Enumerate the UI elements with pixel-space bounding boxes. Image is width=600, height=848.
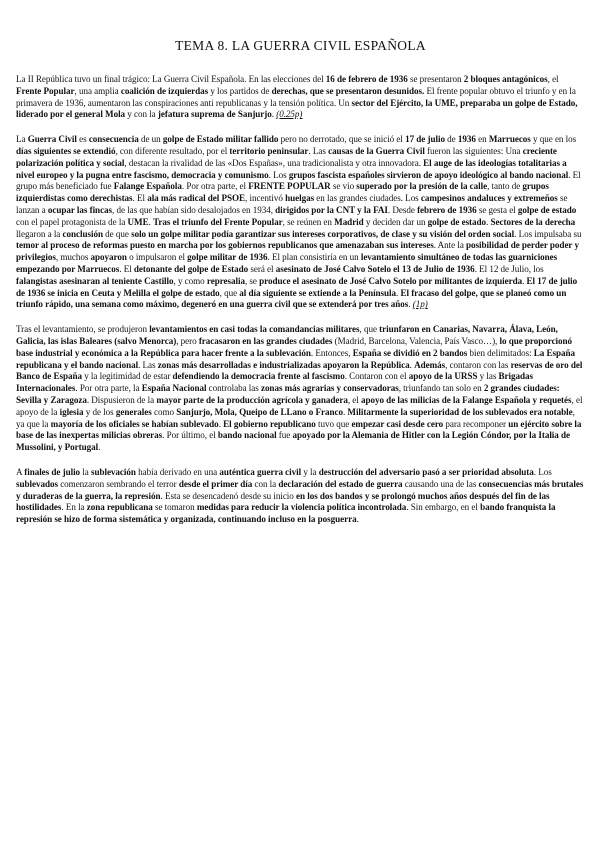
bold-text: Marruecos bbox=[488, 134, 531, 145]
bold-text: El fracaso del golpe, que se planeó como un triunfo rápido, una semana como máximo, degeneró en una guerra civil que se extenderá por tres años bbox=[16, 287, 567, 310]
bold-text: en los dos bandos y se prolongó muchos años después del fin de las hostilidades bbox=[16, 490, 550, 513]
bold-text: defendiendo la democracia frente al fascismo bbox=[172, 371, 345, 382]
text-span: . En la bbox=[61, 502, 87, 513]
bold-text: golpe de estado bbox=[427, 216, 487, 227]
bold-text: Brigadas Internacionales bbox=[16, 371, 533, 394]
bold-text: FRENTE POPULAR bbox=[248, 181, 331, 192]
text-span: había derivado en una bbox=[135, 466, 220, 477]
text-span: controlaba las bbox=[206, 383, 261, 394]
bold-text: 2 bloques antagónicos bbox=[463, 74, 548, 84]
bold-text: dirigidos por la CNT y la FAI bbox=[275, 204, 388, 215]
text-span: (Madrid, Barcelona, Valencia, País Vasco…), bbox=[332, 335, 500, 346]
text-span: es bbox=[76, 134, 89, 145]
text-span: con la bbox=[252, 478, 279, 489]
text-span: de que bbox=[102, 228, 132, 239]
bold-text: Falange Española bbox=[113, 181, 182, 192]
score-note: (1p) bbox=[412, 299, 428, 310]
text-span: como bbox=[151, 406, 177, 417]
text-span: El frente popular obtuvo el triunfo y en la primavera de 1936, aumentaron las conspiraciones anti republicanas y la tensión política. Un bbox=[16, 85, 576, 108]
text-span: , pero bbox=[176, 335, 199, 346]
text-span: Tras el levantamiento, se produjeron bbox=[16, 324, 150, 335]
bold-text: Sectores de la derecha bbox=[490, 216, 576, 227]
text-span: para recomponer bbox=[443, 418, 509, 429]
text-span: , contaron con las bbox=[445, 359, 511, 370]
bold-text: coalición de izquierdas bbox=[120, 85, 209, 96]
text-span: y con la bbox=[125, 109, 158, 120]
text-span: tuvo que bbox=[315, 418, 352, 429]
text-span: . bbox=[409, 359, 415, 370]
bold-text: golpe de estado bbox=[517, 204, 577, 215]
text-span: llegaron a la bbox=[16, 228, 63, 239]
text-span: . bbox=[486, 216, 491, 227]
bold-text: sublevados bbox=[16, 478, 58, 489]
bold-text: causas de la Guerra Civil bbox=[328, 145, 425, 156]
bold-text: golpe de Estado militar fallido bbox=[162, 134, 279, 145]
bold-text: Guerra Civil bbox=[27, 134, 77, 145]
text-span: . Por otra parte, la bbox=[75, 383, 142, 394]
bold-text: 1936 bbox=[457, 134, 476, 145]
text-span: . El 12 de Julio, los bbox=[474, 263, 544, 274]
bold-text: campesinos andaluces y extremeños bbox=[420, 193, 558, 204]
paragraph-repression bbox=[16, 467, 585, 526]
text-span: y que en los bbox=[530, 134, 577, 145]
bold-text: reservas de oro del Banco de España bbox=[16, 359, 583, 382]
text-span: en bbox=[475, 134, 489, 145]
bold-text: lo que proporcionó base industrial y económica a la República para hacer frente a la sublevación bbox=[16, 335, 573, 358]
text-span: La II República tuvo un final trágico: La Guerra Civil Española. En las elecciones del bbox=[16, 74, 326, 84]
text-span: , se reúnen en bbox=[282, 216, 335, 227]
bold-text: consecuencias más brutales y duraderas de la guerra, la represión bbox=[16, 478, 584, 501]
text-span: . bbox=[148, 216, 154, 227]
text-span: causando una de las bbox=[402, 478, 479, 489]
bold-text: bando nacional bbox=[217, 430, 277, 441]
text-span: y las bbox=[477, 371, 499, 382]
text-span: y la legitimidad de estar bbox=[81, 371, 173, 382]
text-span: . Ante la bbox=[433, 240, 467, 251]
bold-text: El 17 de julio de 1936 se inicia en Ceuta y Melilla el golpe de estado bbox=[16, 275, 578, 298]
bold-text: triunfaron en Canarias, Navarra, Álava, León, Galicia, las islas Baleares (salvo Menorca) bbox=[16, 324, 558, 346]
text-span: . bbox=[522, 275, 527, 286]
text-span: en las grandes ciudades. Los bbox=[314, 193, 421, 204]
bold-text: días siguientes se extendió bbox=[16, 145, 116, 156]
bold-text: 17 de julio bbox=[405, 134, 445, 145]
bold-text: destrucción del adversario pasó a ser prioridad absoluta bbox=[318, 466, 534, 477]
text-span: . El grupo más beneficiado fue bbox=[16, 169, 581, 192]
bold-text: mayor parte de la producción agrícola y ganadera bbox=[156, 394, 348, 405]
text-span: A bbox=[16, 466, 25, 477]
text-span: , que bbox=[359, 324, 380, 335]
text-span: se tomaron bbox=[152, 502, 197, 513]
bold-text: 16 de febrero de 1936 bbox=[325, 74, 408, 84]
text-span: y de los bbox=[83, 406, 116, 417]
text-span: . Los impulsaba su bbox=[514, 228, 582, 239]
bold-text: consecuencia bbox=[88, 134, 139, 145]
text-span: , y como bbox=[173, 275, 207, 286]
text-span: será el bbox=[248, 263, 276, 274]
text-span: pero no derrotado, que se inició el bbox=[278, 134, 406, 145]
text-span: , tanto de bbox=[487, 181, 523, 192]
bold-text: golpe militar de 1936 bbox=[187, 252, 268, 263]
bold-text: El gobierno republicano bbox=[223, 418, 316, 429]
bold-text: Frente Popular bbox=[16, 85, 75, 96]
text-span: , de las que habían sido desalojados en 1934, bbox=[112, 204, 276, 215]
paragraph-causes bbox=[16, 134, 585, 311]
bold-text: Sanjurjo, Mola, Queipo de LLano o Franco bbox=[176, 406, 343, 417]
bold-text: apoyo de la URSS bbox=[408, 371, 478, 382]
bold-text: bando franquista la represión se hizo de forma sistemática y organizada, continuando incluso en la posguerra bbox=[16, 502, 556, 525]
text-span: . Los bbox=[533, 466, 552, 477]
text-span: comenzaron sembrando el terror bbox=[57, 478, 179, 489]
text-span: se vio bbox=[330, 181, 357, 192]
text-span: , triunfando tan solo en bbox=[398, 383, 484, 394]
text-span: La bbox=[16, 134, 28, 145]
text-span: . bbox=[342, 406, 348, 417]
text-span: , el apoyo de la bbox=[16, 394, 583, 417]
bold-text: iglesia bbox=[59, 406, 84, 417]
bold-text: La España republicana y el bando nacional bbox=[16, 347, 576, 370]
bold-text: grupos izquierdistas como derechistas bbox=[16, 181, 549, 204]
bold-text: falangistas asesinaran al teniente Castillo bbox=[16, 275, 174, 286]
text-span: con el papel protagonista de la bbox=[16, 216, 128, 227]
text-span: y la bbox=[301, 466, 319, 477]
text-span: fue bbox=[276, 430, 293, 441]
bold-text: territorio peninsular bbox=[229, 145, 309, 156]
text-span: , que bbox=[219, 287, 240, 298]
bold-text: declaración del estado de guerra bbox=[278, 478, 403, 489]
text-span: . Por otra parte, el bbox=[181, 181, 249, 192]
text-span: . bbox=[98, 442, 101, 453]
text-span: . bbox=[356, 514, 359, 525]
text-span: se gesta el bbox=[476, 204, 518, 215]
text-span: bien delimitados: bbox=[467, 347, 534, 358]
bold-text: superado por la presión de la calle bbox=[356, 181, 488, 192]
text-span: y los partidos de bbox=[208, 85, 272, 96]
bold-text: desde el primer día bbox=[178, 478, 253, 489]
bold-text: levantamientos en casi todas la comandancias militares bbox=[149, 324, 360, 335]
text-span: , el bbox=[547, 74, 559, 84]
bold-text: zona republicana bbox=[86, 502, 153, 513]
text-span: . bbox=[218, 418, 224, 429]
text-span: . El plan consistiría en un bbox=[267, 252, 361, 263]
text-span: . bbox=[271, 109, 277, 120]
text-span: y deciden dar un bbox=[363, 216, 428, 227]
bold-text: Militarmente la superioridad de los sublevados era notable bbox=[347, 406, 573, 417]
text-span: , se bbox=[244, 275, 260, 286]
bold-text: Además bbox=[414, 359, 446, 370]
text-span: . Desde bbox=[387, 204, 418, 215]
bold-text: posibilidad de perder poder y privilegios bbox=[16, 240, 579, 263]
bold-text: huelgas bbox=[285, 193, 315, 204]
bold-text: derechas, que se presentaron desunidos. bbox=[271, 85, 425, 96]
text-span: . Entonces, bbox=[310, 347, 353, 358]
bold-text: generales bbox=[115, 406, 152, 417]
text-span: , ya que la bbox=[16, 406, 575, 429]
text-span: . Por último, el bbox=[162, 430, 218, 441]
bold-text: grupos fascista españoles sirvieron de apoyo ideológico al bando nacional bbox=[288, 169, 569, 180]
text-span: la bbox=[80, 466, 91, 477]
paragraph-intro bbox=[16, 74, 585, 121]
text-span: se lanzan a bbox=[16, 193, 568, 215]
text-span: . El bbox=[132, 193, 148, 204]
bold-text: empezar casi desde cero bbox=[351, 418, 444, 429]
bold-text: mayoría de los oficiales se habían sublevado bbox=[50, 418, 219, 429]
text-span: o impulsaron el bbox=[126, 252, 188, 263]
bold-text: 2 grandes ciudades: Sevilla y Zaragoza bbox=[16, 383, 560, 405]
text-span: , el bbox=[347, 394, 361, 405]
text-span: . Esta se desencadenó desde su inicio bbox=[160, 490, 297, 501]
text-span: . Sin embargo, en el bbox=[406, 502, 481, 513]
bold-text: España Nacional bbox=[141, 383, 207, 394]
bold-text: fracasaron en las grandes ciudades bbox=[198, 335, 333, 346]
bold-text: Madrid bbox=[334, 216, 364, 227]
bold-text: produce el asesinato de José Calvo Sotelo por militantes de izquierda bbox=[259, 275, 523, 286]
text-span: . Contaron con el bbox=[344, 371, 409, 382]
bold-text: El auge de las ideologías totalitarias a nivel europeo y la pugna entre fascismo, democracia y comunismo bbox=[16, 157, 567, 180]
bold-text: zonas más agrarias y conservadoras bbox=[260, 383, 399, 394]
bold-text: levantamiento simultáneo de todas las guarniciones empezando por Marruecos bbox=[16, 252, 558, 274]
text-span: de bbox=[444, 134, 458, 145]
bold-text: sector del Ejército, la UME, preparaba un golpe de Estado, liderado por el general Mola bbox=[16, 97, 578, 120]
bold-text: apoyado por la Alemania de Hitler con la Legión Cóndor, por la Italia de Mussolini, y Portugal bbox=[16, 430, 570, 453]
text-span: . Los bbox=[268, 169, 289, 180]
bold-text: asesinato de José Calvo Sotelo el 13 de Julio de 1936 bbox=[275, 263, 475, 274]
text-span: se presentaron bbox=[407, 74, 464, 84]
text-span: . Las bbox=[138, 359, 158, 370]
bold-text: ocupar las fincas bbox=[47, 204, 113, 215]
bold-text: UME bbox=[127, 216, 149, 227]
bold-text: medidas para reducir la violencia política incontrolada bbox=[196, 502, 407, 513]
text-span: de un bbox=[138, 134, 163, 145]
text-span: , muchos bbox=[55, 252, 91, 263]
bold-text: auténtica guerra civil bbox=[219, 466, 302, 477]
text-span: , con diferente resultado, por el bbox=[115, 145, 230, 156]
text-span: . El bbox=[119, 263, 134, 274]
bold-text: zonas más desarrolladas e industrializadas apoyaron la República bbox=[157, 359, 410, 370]
text-span: , incentivó bbox=[245, 193, 286, 204]
bold-text: solo un golpe militar podía garantizar sus intereses corporativos, de clase y su visión del orden social bbox=[131, 228, 515, 239]
bold-text: represalia bbox=[206, 275, 245, 286]
bold-text: Tras el triunfo del Frente Popular bbox=[153, 216, 283, 227]
text-span: , una amplia bbox=[74, 85, 121, 96]
bold-text: un ejército sobre la base de las inexpertas milicias obreras bbox=[16, 418, 582, 441]
bold-text: temor al proceso de reformas puesto en marcha por los gobiernos republicanos que amenazaban sus intereses bbox=[16, 240, 434, 251]
bold-text: jefatura suprema de Sanjurjo bbox=[157, 109, 272, 120]
paragraph-sides bbox=[16, 324, 585, 454]
text-span: . Dispusieron de la bbox=[86, 394, 157, 405]
text-span: . bbox=[408, 299, 413, 310]
bold-text: sublevación bbox=[90, 466, 136, 477]
bold-text: apoyo de las milicias de la Falange Española y requetés bbox=[360, 394, 572, 405]
bold-text: detonante del golpe de Estado bbox=[133, 263, 249, 274]
text-span: . Las bbox=[308, 145, 329, 156]
bold-text: finales de julio bbox=[24, 466, 81, 477]
document-title: TEMA 8. LA GUERRA CIVIL ESPAÑOLA bbox=[175, 38, 426, 53]
bold-text: ala más radical del PSOE bbox=[147, 193, 246, 204]
bold-text: febrero de 1936 bbox=[417, 204, 477, 215]
bold-text: conclusión bbox=[62, 228, 103, 239]
bold-text: España se dividió en 2 bandos bbox=[352, 347, 468, 358]
text-span: . bbox=[396, 287, 401, 298]
bold-text: apoyaron bbox=[90, 252, 127, 263]
score-note: (0.25p) bbox=[276, 109, 303, 120]
text-span: , destacan la rivalidad de las «Dos Españas», una tradicionalista y otra innovadora. bbox=[124, 157, 424, 168]
bold-text: al día siguiente se extiende a la Península bbox=[239, 287, 397, 298]
text-span: fueron las siguientes: Una bbox=[424, 145, 523, 156]
bold-text: creciente polarización política y social bbox=[16, 145, 557, 168]
